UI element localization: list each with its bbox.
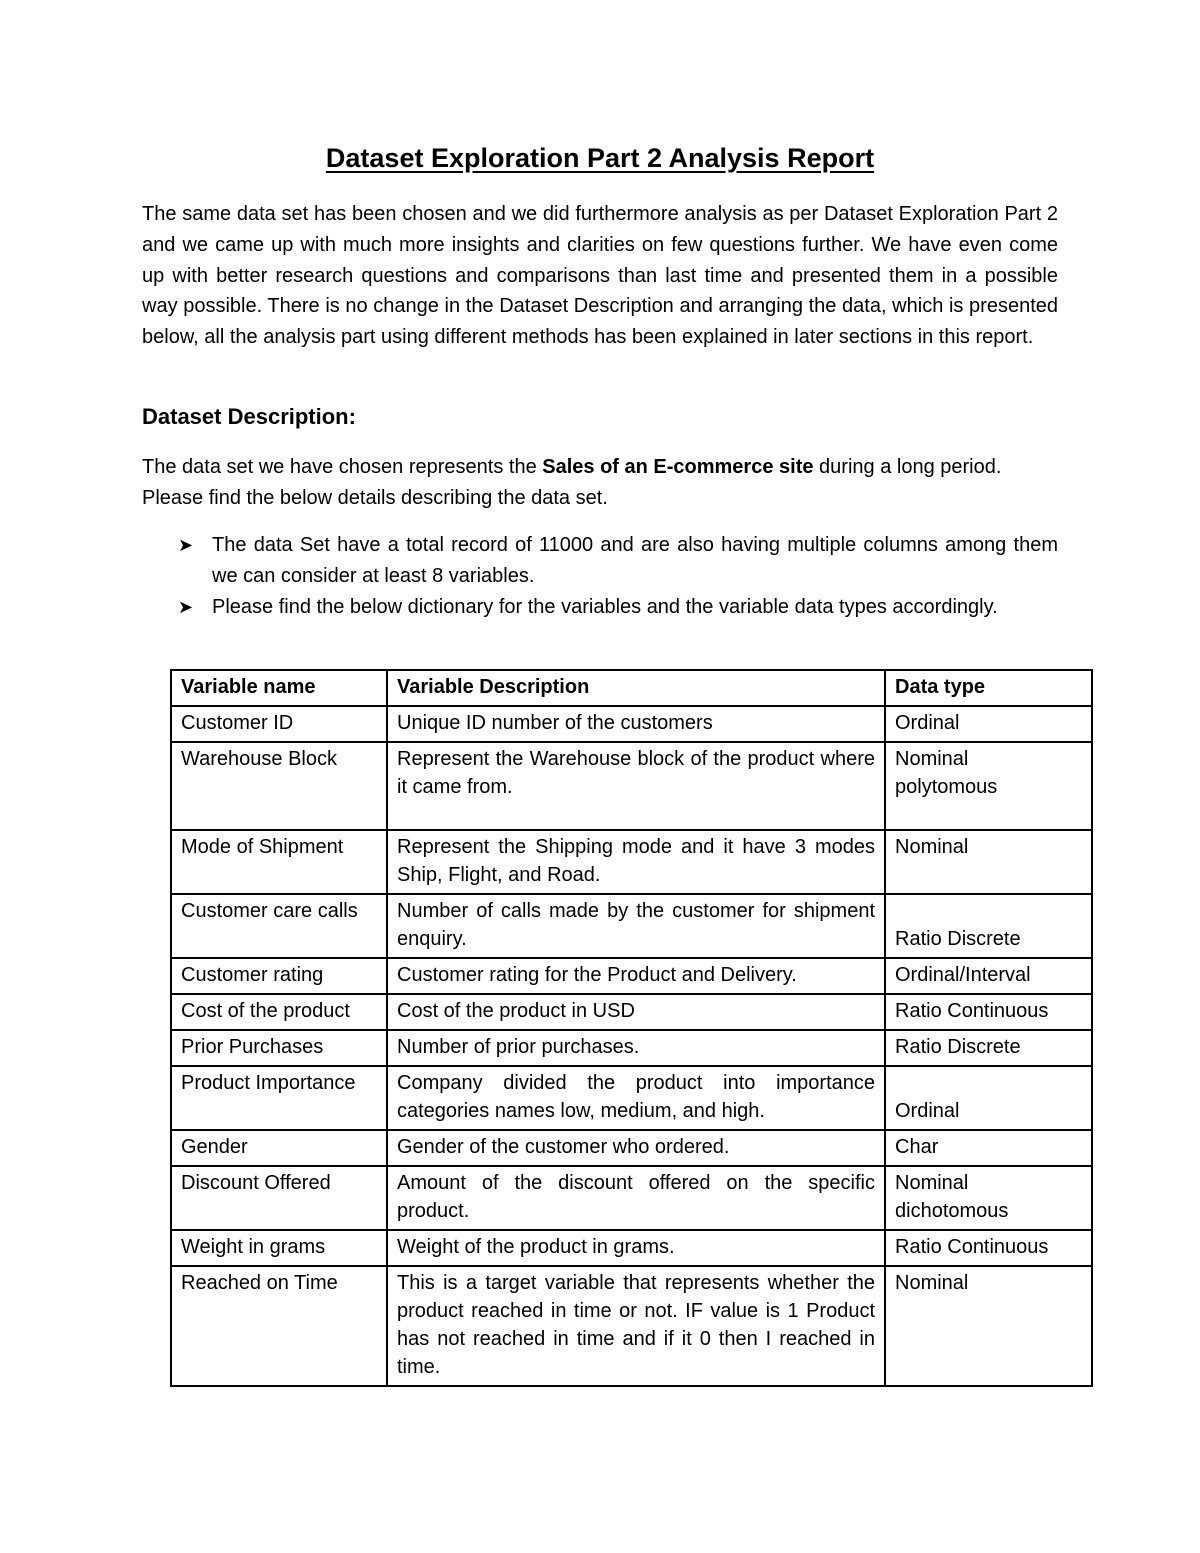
- table-row: [171, 1266, 1092, 1386]
- cell-variable-name: Mode of Shipment: [171, 830, 387, 894]
- list-item: [142, 592, 1058, 623]
- header-variable-name: Variable name: [171, 670, 387, 706]
- list-item: [142, 530, 1058, 592]
- table-row: [171, 994, 1092, 1030]
- table-row: [171, 1066, 1092, 1130]
- cell-variable-name: Customer ID: [171, 706, 387, 742]
- cell-variable-name: Reached on Time: [171, 1266, 387, 1386]
- cell-variable-description: This is a target variable that represents whether the product reached in time or not. IF value is 1 Product has not reached in time and if it 0 then I reached in time.: [387, 1266, 885, 1386]
- table-row: [171, 1030, 1092, 1066]
- bullet-text: The data Set have a total record of 11000 and are also having multiple columns among them we can consider at least 8 variables.: [212, 534, 1058, 587]
- cell-data-type: Nominal: [885, 1266, 1092, 1386]
- cell-data-type: Ratio Continuous: [885, 994, 1092, 1030]
- cell-variable-name: Gender: [171, 1130, 387, 1166]
- cell-variable-name: Weight in grams: [171, 1230, 387, 1266]
- cell-data-type: Ratio Discrete: [885, 894, 1092, 958]
- cell-variable-description: Number of prior purchases.: [387, 1030, 885, 1066]
- cell-variable-description: Cost of the product in USD: [387, 994, 885, 1030]
- arrow-bullet-icon: ➤: [178, 535, 194, 555]
- dataset-description-paragraph: [142, 452, 1058, 514]
- cell-variable-description: Represent the Shipping mode and it have 3 modes Ship, Flight, and Road.: [387, 830, 885, 894]
- cell-data-type: Char: [885, 1130, 1092, 1166]
- table-row: [171, 706, 1092, 742]
- cell-data-type: Ordinal/Interval: [885, 958, 1092, 994]
- cell-data-type: Ratio Discrete: [885, 1030, 1092, 1066]
- intro-paragraph: The same data set has been chosen and we did furthermore analysis as per Dataset Exploration Part 2 and we came up with much more insights and clarities on few questions further. We have even come up with better research questions and comparisons than last time and presented them in a possible way possible. There is no change in the Dataset Description and arranging the data, which is presented below, all the analysis part using different methods has been explained in later sections in this report.: [142, 203, 1058, 349]
- cell-variable-name: Discount Offered: [171, 1166, 387, 1230]
- bullet-text: Please find the below dictionary for the variables and the variable data types accordingly.: [212, 595, 998, 618]
- cell-variable-description: Weight of the product in grams.: [387, 1230, 885, 1266]
- cell-variable-name: Product Importance: [171, 1066, 387, 1130]
- cell-data-type: Nominal polytomous: [885, 742, 1092, 830]
- cell-variable-description: Represent the Warehouse block of the product where it came from.: [387, 742, 885, 830]
- variable-dictionary-table: [170, 669, 1093, 1387]
- cell-data-type: Nominal dichotomous: [885, 1166, 1092, 1230]
- description-text-before: The data set we have chosen represents the: [142, 456, 543, 478]
- cell-variable-description: Customer rating for the Product and Delivery.: [387, 958, 885, 994]
- table-row: [171, 894, 1092, 958]
- report-title: Dataset Exploration Part 2 Analysis Report: [325, 143, 875, 173]
- table-row: [171, 1130, 1092, 1166]
- cell-variable-name: Customer rating: [171, 958, 387, 994]
- cell-variable-name: Cost of the product: [171, 994, 387, 1030]
- table-header-row: [171, 670, 1092, 706]
- section-heading-dataset-description: Dataset Description:: [142, 404, 356, 429]
- cell-variable-description: Company divided the product into importance categories names low, medium, and high.: [387, 1066, 885, 1130]
- cell-variable-name: Warehouse Block: [171, 742, 387, 830]
- cell-variable-description: Number of calls made by the customer for shipment enquiry.: [387, 894, 885, 958]
- cell-variable-name: Customer care calls: [171, 894, 387, 958]
- table-row: [171, 1230, 1092, 1266]
- description-text-after: during a long period. Please find the below details describing the data set.: [142, 456, 1002, 509]
- cell-data-type: Ordinal: [885, 1066, 1092, 1130]
- cell-data-type: Nominal: [885, 830, 1092, 894]
- cell-variable-description: Gender of the customer who ordered.: [387, 1130, 885, 1166]
- table-row: [171, 1166, 1092, 1230]
- cell-variable-name: Prior Purchases: [171, 1030, 387, 1066]
- table-row: [171, 830, 1092, 894]
- cell-data-type: Ratio Continuous: [885, 1230, 1092, 1266]
- bullet-list: [142, 530, 1058, 622]
- description-bold-text: Sales of an E-commerce site: [542, 456, 814, 478]
- cell-variable-description: Amount of the discount offered on the specific product.: [387, 1166, 885, 1230]
- cell-data-type: Ordinal: [885, 706, 1092, 742]
- arrow-bullet-icon: ➤: [178, 596, 194, 617]
- table-row: [171, 742, 1092, 830]
- table-row: [171, 958, 1092, 994]
- cell-variable-description: Unique ID number of the customers: [387, 706, 885, 742]
- header-variable-description: Variable Description: [387, 670, 885, 706]
- header-data-type: Data type: [885, 670, 1092, 706]
